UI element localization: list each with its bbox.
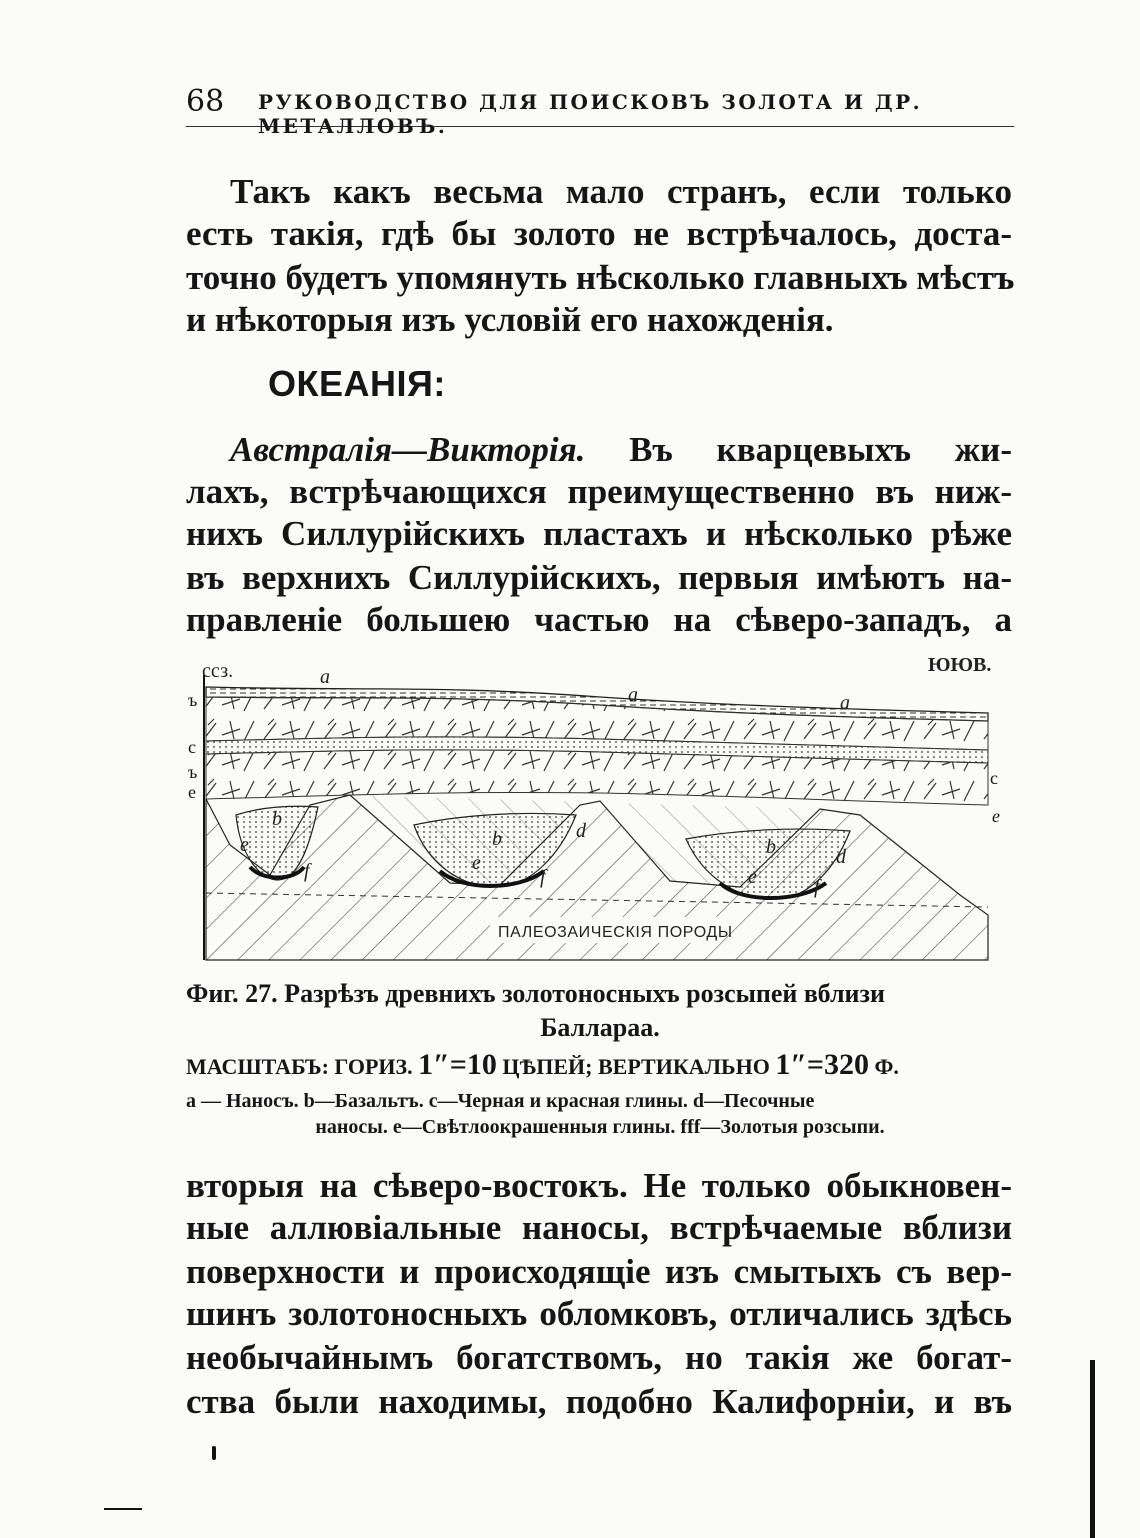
direction-label-left: ссз. xyxy=(202,660,234,682)
figure-caption-line2: Баллараа. xyxy=(540,1013,660,1042)
text-line: нихъ Силлурійскихъ пластахъ и нѣсколько рѣже xyxy=(186,514,1012,553)
mark-b: b xyxy=(272,808,282,830)
ink-speck xyxy=(212,1446,216,1460)
mark-f: f xyxy=(304,860,310,882)
text-line: ства были находимы, подобно Калифорніи, и въ xyxy=(186,1382,1012,1421)
layer-label: ъ xyxy=(188,762,198,782)
text-line: вторыя на сѣверо-востокъ. Не только обыкновен- xyxy=(186,1166,1012,1205)
cross-section-drawing xyxy=(200,655,1000,973)
bedrock-label: ПАЛЕОЗАИЧЕСКІЯ ПОРОДЫ xyxy=(498,924,733,941)
mark-a: a xyxy=(320,666,330,688)
layer-label-right-e: е xyxy=(992,806,1000,826)
scale-middle: ЦѢПЕЙ; ВЕРТИКАЛЬНО xyxy=(502,1054,770,1079)
mark-e: e xyxy=(472,852,481,874)
mark-a: a xyxy=(840,692,850,714)
scale-vertical: 1″=320 xyxy=(775,1048,869,1081)
mark-f: f xyxy=(814,876,820,898)
figure-legend: a — Наносъ. b—Базальтъ. c—Черная и красная глины. d—Песочные xyxy=(186,1090,815,1112)
mark-d: d xyxy=(836,846,846,868)
mark-d: d xyxy=(576,820,586,842)
layer-label: ъ xyxy=(188,690,198,710)
text-line: необычайнымъ богатствомъ, но такія же богат- xyxy=(186,1338,1012,1377)
running-title: РУКОВОДСТВО ДЛЯ ПОИСКОВЪ ЗОЛОТА И ДР. МЕТАЛЛОВЪ. xyxy=(258,90,923,138)
scale-horizontal: 1″=10 xyxy=(418,1048,497,1081)
figure-scale xyxy=(186,1050,1014,1082)
text-line xyxy=(230,428,1012,472)
mark-a: a xyxy=(628,684,638,706)
page-number: 68 xyxy=(186,84,225,119)
text-line: поверхности и происходящіе изъ смытыхъ съ вер- xyxy=(186,1252,1012,1291)
section-heading: ОКЕАНІЯ: xyxy=(268,363,446,404)
figure-caption: Фиг. 27. Разрѣзъ древнихъ золотоносныхъ розсыпей вблизи xyxy=(186,979,885,1008)
text-line: точно будетъ упомянуть нѣсколько главныхъ мѣстъ xyxy=(186,258,1015,297)
text-line: въ верхнихъ Силлурійскихъ, первыя имѣютъ на- xyxy=(186,558,1012,597)
running-header xyxy=(186,84,1014,138)
mark-f: f xyxy=(540,866,546,888)
figure-legend-line2: наносы. e—Свѣтлоокрашенныя глины. fff—Золотыя розсыпи. xyxy=(315,1116,885,1138)
direction-label-right: ЮЮВ. xyxy=(928,655,992,676)
text-line: шинъ золотоносныхъ обломковъ, отличались здѣсь xyxy=(186,1294,1012,1333)
mark-b: b xyxy=(766,836,776,858)
geological-cross-section-figure xyxy=(200,655,1000,973)
text-line: и нѣкоторыя изъ условій его нахожденія. xyxy=(186,300,834,339)
mark-e: e xyxy=(748,866,757,888)
layer-label-right-c: с xyxy=(990,768,998,788)
place-heading: Австралія—Викторія. xyxy=(230,430,586,469)
text-line: есть такія, гдѣ бы золото не встрѣчалось, доста- xyxy=(186,214,1012,253)
text-line: ные аллювіальные наносы, встрѣчаемые вблизи xyxy=(186,1208,1012,1247)
scale-label: МАСШТАБЪ: ГОРИЗ. xyxy=(186,1054,413,1079)
text-line: правленіе большею частью на сѣверо-западъ, а xyxy=(186,600,1012,639)
text-fragment: Въ кварцевыхъ жи- xyxy=(629,430,1012,469)
scale-unit: Ф. xyxy=(874,1054,899,1079)
text-line: Такъ какъ весьма мало странъ, если только xyxy=(230,172,1012,211)
layer-label: с xyxy=(188,737,196,757)
mark-b: b xyxy=(492,828,502,850)
mark-e: e xyxy=(240,834,249,856)
layer-label: е xyxy=(188,782,196,802)
page-edge-shadow xyxy=(1090,1360,1095,1538)
scan-mark xyxy=(104,1508,142,1510)
text-line: лахъ, встрѣчающихся преимущественно въ ниж- xyxy=(186,472,1012,511)
